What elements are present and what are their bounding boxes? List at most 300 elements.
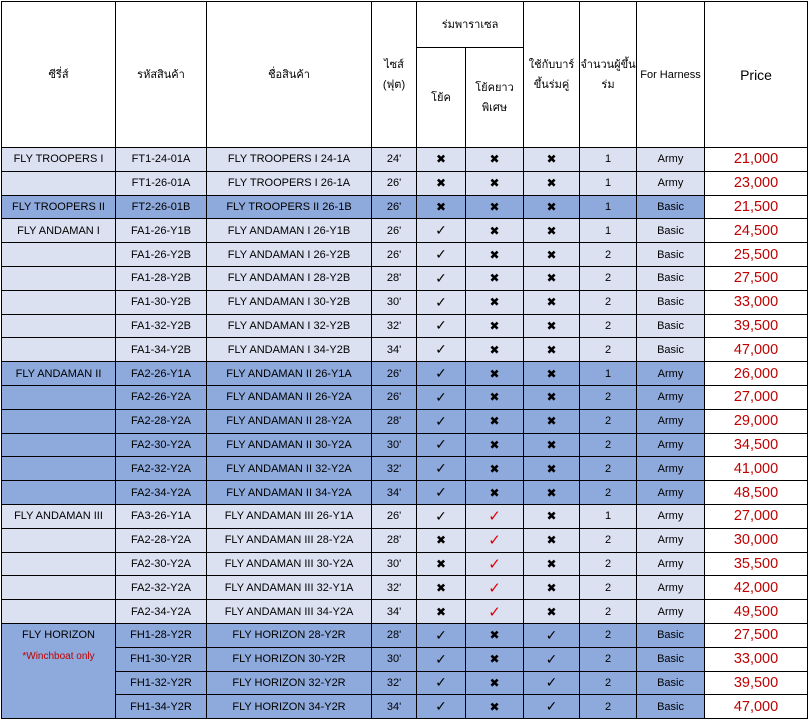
winchboat-note: *Winchboat only <box>22 650 95 662</box>
cross-icon: ✖ <box>489 342 500 357</box>
header-bar-use: ใช้กับบาร์ขึ้นร่มคู่ <box>524 2 580 148</box>
size-cell: 34' <box>372 600 417 624</box>
header-size: ไซส์ (ฟุต) <box>372 2 417 148</box>
capacity-cell: 2 <box>580 314 637 338</box>
name-cell: FLY ANDAMAN I 32-Y2B <box>207 314 372 338</box>
size-cell: 32' <box>372 576 417 600</box>
header-long-hook: โย้คยาวพิเศษ <box>466 48 524 148</box>
name-cell: FLY TROOPERS I 26-1A <box>207 171 372 195</box>
capacity-cell: 2 <box>580 433 637 457</box>
cross-icon: ✖ <box>489 271 500 286</box>
price-cell: 29,000 <box>705 409 808 433</box>
hook-cell <box>417 623 466 647</box>
capacity-cell: 2 <box>580 266 637 290</box>
table-row <box>2 457 808 481</box>
series-cell <box>2 314 116 338</box>
price-cell: 27,500 <box>705 266 808 290</box>
name-cell: FLY HORIZON 28-Y2R <box>207 623 372 647</box>
table-row <box>2 528 808 552</box>
long-cell <box>466 171 524 195</box>
long-cell <box>466 243 524 267</box>
capacity-cell: 1 <box>580 195 637 219</box>
harness-cell: Army <box>637 362 705 386</box>
cross-icon: ✖ <box>489 699 500 714</box>
long-cell <box>466 600 524 624</box>
cross-icon: ✖ <box>489 318 500 333</box>
cross-icon: ✖ <box>435 556 447 571</box>
price-cell: 27,000 <box>705 504 808 528</box>
bar-cell <box>524 457 580 481</box>
harness-cell: Army <box>637 457 705 481</box>
code-cell: FA1-26-Y2B <box>116 243 207 267</box>
code-cell: FA2-30-Y2A <box>116 552 207 576</box>
bar-cell <box>524 290 580 314</box>
table-row <box>2 695 808 719</box>
long-cell <box>466 362 524 386</box>
harness-cell: Basic <box>637 243 705 267</box>
price-cell: 48,500 <box>705 481 808 505</box>
harness-cell: Army <box>637 552 705 576</box>
name-cell: FLY ANDAMAN II 26-Y2A <box>207 385 372 409</box>
code-cell: FA3-26-Y1A <box>116 504 207 528</box>
cross-icon: ✖ <box>435 580 447 595</box>
long-cell <box>466 148 524 172</box>
size-cell: 32' <box>372 314 417 338</box>
bar-cell <box>524 433 580 457</box>
series-label: FLY HORIZON <box>22 628 95 641</box>
check-icon: ✓ <box>435 269 447 286</box>
capacity-cell: 2 <box>580 552 637 576</box>
capacity-cell: 2 <box>580 385 637 409</box>
harness-cell: Basic <box>637 219 705 243</box>
size-cell: 28' <box>372 528 417 552</box>
series-cell <box>2 576 116 600</box>
harness-cell: Basic <box>637 623 705 647</box>
cross-icon: ✖ <box>489 461 500 476</box>
series-cell <box>2 528 116 552</box>
cross-icon: ✖ <box>489 366 500 381</box>
table-row <box>2 148 808 172</box>
size-cell: 28' <box>372 623 417 647</box>
table-row <box>2 576 808 600</box>
cross-icon: ✖ <box>435 199 447 214</box>
cross-icon: ✖ <box>546 366 557 381</box>
price-cell: 23,000 <box>705 171 808 195</box>
check-icon: ✓ <box>435 507 447 524</box>
code-cell: FH1-30-Y2R <box>116 647 207 671</box>
table-row <box>2 623 808 647</box>
code-cell: FA2-28-Y2A <box>116 409 207 433</box>
size-cell: 26' <box>372 243 417 267</box>
check-icon: ✓ <box>435 650 447 667</box>
harness-cell: Army <box>637 504 705 528</box>
cross-icon: ✖ <box>546 556 557 571</box>
price-cell: 26,000 <box>705 362 808 386</box>
harness-cell: Basic <box>637 195 705 219</box>
hook-cell <box>417 171 466 195</box>
bar-cell <box>524 171 580 195</box>
name-cell: FLY ANDAMAN I 26-Y1B <box>207 219 372 243</box>
code-cell: FA2-32-Y2A <box>116 457 207 481</box>
long-cell <box>466 576 524 600</box>
bar-cell <box>524 600 580 624</box>
code-cell: FA1-30-Y2B <box>116 290 207 314</box>
series-cell <box>2 266 116 290</box>
table-row <box>2 385 808 409</box>
check-icon: ✓ <box>435 341 447 358</box>
capacity-cell: 2 <box>580 481 637 505</box>
harness-cell: Basic <box>637 671 705 695</box>
code-cell: FH1-32-Y2R <box>116 671 207 695</box>
hook-cell <box>417 647 466 671</box>
capacity-cell: 1 <box>580 219 637 243</box>
price-cell: 30,000 <box>705 528 808 552</box>
series-cell <box>2 600 116 624</box>
bar-cell <box>524 552 580 576</box>
bar-cell <box>524 623 580 647</box>
name-cell: FLY TROOPERS I 24-1A <box>207 148 372 172</box>
cross-icon: ✖ <box>546 414 557 429</box>
hook-cell <box>417 290 466 314</box>
harness-cell: Basic <box>637 290 705 314</box>
name-cell: FLY ANDAMAN II 32-Y2A <box>207 457 372 481</box>
cross-icon: ✖ <box>546 437 557 452</box>
harness-cell: Army <box>637 481 705 505</box>
price-cell: 27,000 <box>705 385 808 409</box>
cross-icon: ✖ <box>546 295 557 310</box>
harness-cell: Army <box>637 528 705 552</box>
long-cell <box>466 290 524 314</box>
price-cell: 35,500 <box>705 552 808 576</box>
bar-cell <box>524 695 580 719</box>
capacity-cell: 2 <box>580 243 637 267</box>
capacity-cell: 1 <box>580 171 637 195</box>
bar-cell <box>524 243 580 267</box>
code-cell: FA2-34-Y2A <box>116 481 207 505</box>
hook-cell <box>417 219 466 243</box>
price-cell: 33,000 <box>705 290 808 314</box>
cross-icon: ✖ <box>489 390 500 405</box>
name-cell: FLY HORIZON 30-Y2R <box>207 647 372 671</box>
cross-icon: ✖ <box>435 533 447 548</box>
table-row <box>2 409 808 433</box>
hook-cell <box>417 671 466 695</box>
series-cell <box>2 433 116 457</box>
name-cell: FLY ANDAMAN I 30-Y2B <box>207 290 372 314</box>
harness-cell: Basic <box>637 314 705 338</box>
name-cell: FLY ANDAMAN III 28-Y2A <box>207 528 372 552</box>
name-cell: FLY ANDAMAN III 32-Y1A <box>207 576 372 600</box>
check-icon: ✓ <box>435 293 447 310</box>
harness-cell: Army <box>637 576 705 600</box>
harness-cell: Basic <box>637 695 705 719</box>
size-cell: 30' <box>372 552 417 576</box>
cross-icon: ✖ <box>489 437 500 452</box>
price-cell: 39,500 <box>705 314 808 338</box>
name-cell: FLY ANDAMAN II 28-Y2A <box>207 409 372 433</box>
bar-cell <box>524 148 580 172</box>
size-cell: 32' <box>372 457 417 481</box>
check-icon: ✓ <box>435 484 447 501</box>
check-icon: ✓ <box>435 626 447 643</box>
cross-icon: ✖ <box>546 271 557 286</box>
price-cell: 41,000 <box>705 457 808 481</box>
code-cell: FA2-28-Y2A <box>116 528 207 552</box>
name-cell: FLY ANDAMAN II 34-Y2A <box>207 481 372 505</box>
name-cell: FLY TROOPERS II 26-1B <box>207 195 372 219</box>
table-body <box>2 148 808 719</box>
harness-cell: Basic <box>637 647 705 671</box>
long-cell <box>466 314 524 338</box>
name-cell: FLY ANDAMAN I 26-Y2B <box>207 243 372 267</box>
series-cell <box>2 385 116 409</box>
code-cell: FT1-26-01A <box>116 171 207 195</box>
name-cell: FLY ANDAMAN III 30-Y2A <box>207 552 372 576</box>
capacity-cell: 1 <box>580 362 637 386</box>
header-capacity: จำนวนผู้ขึ้นร่ม <box>580 2 637 148</box>
check-icon: ✓ <box>488 532 501 550</box>
check-icon: ✓ <box>545 698 558 715</box>
check-icon: ✓ <box>435 222 447 239</box>
long-cell <box>466 504 524 528</box>
code-cell: FA1-32-Y2B <box>116 314 207 338</box>
cross-icon: ✖ <box>489 485 500 500</box>
code-cell: FA1-26-Y1B <box>116 219 207 243</box>
series-cell <box>2 481 116 505</box>
bar-cell <box>524 671 580 695</box>
cross-icon: ✖ <box>489 414 500 429</box>
size-cell: 30' <box>372 290 417 314</box>
cross-icon: ✖ <box>546 318 557 333</box>
check-icon: ✓ <box>435 246 447 263</box>
series-cell <box>2 290 116 314</box>
table-row <box>2 552 808 576</box>
bar-cell <box>524 195 580 219</box>
code-cell: FT2-26-01B <box>116 195 207 219</box>
bar-cell <box>524 576 580 600</box>
harness-cell: Army <box>637 148 705 172</box>
table-row <box>2 171 808 195</box>
long-cell <box>466 528 524 552</box>
code-cell: FA2-30-Y2A <box>116 433 207 457</box>
long-cell <box>466 338 524 362</box>
series-cell: FLY TROOPERS II <box>2 195 116 219</box>
long-cell <box>466 671 524 695</box>
bar-cell <box>524 266 580 290</box>
capacity-cell: 1 <box>580 504 637 528</box>
capacity-cell: 2 <box>580 647 637 671</box>
size-cell: 28' <box>372 266 417 290</box>
hook-cell <box>417 195 466 219</box>
bar-cell <box>524 385 580 409</box>
check-icon: ✓ <box>435 388 447 405</box>
size-cell: 30' <box>372 647 417 671</box>
price-cell: 39,500 <box>705 671 808 695</box>
table-row <box>2 290 808 314</box>
hook-cell <box>417 552 466 576</box>
hook-cell <box>417 528 466 552</box>
check-icon: ✓ <box>435 412 447 429</box>
table-row <box>2 219 808 243</box>
code-cell: FA1-28-Y2B <box>116 266 207 290</box>
code-cell: FH1-34-Y2R <box>116 695 207 719</box>
header-hook: โย้ค <box>417 48 466 148</box>
series-cell <box>2 171 116 195</box>
cross-icon: ✖ <box>489 176 500 191</box>
name-cell: FLY HORIZON 32-Y2R <box>207 671 372 695</box>
size-cell: 24' <box>372 148 417 172</box>
bar-cell <box>524 362 580 386</box>
harness-cell: Army <box>637 171 705 195</box>
price-cell: 24,500 <box>705 219 808 243</box>
cross-icon: ✖ <box>546 461 557 476</box>
table-row <box>2 314 808 338</box>
size-cell: 26' <box>372 362 417 386</box>
bar-cell <box>524 528 580 552</box>
check-icon: ✓ <box>435 698 447 715</box>
capacity-cell: 1 <box>580 148 637 172</box>
size-cell: 30' <box>372 433 417 457</box>
bar-cell <box>524 481 580 505</box>
capacity-cell: 2 <box>580 290 637 314</box>
long-cell <box>466 647 524 671</box>
table-row <box>2 504 808 528</box>
table-row <box>2 243 808 267</box>
series-cell: FLY TROOPERS I <box>2 148 116 172</box>
cross-icon: ✖ <box>489 223 500 238</box>
capacity-cell: 2 <box>580 528 637 552</box>
cross-icon: ✖ <box>489 675 500 690</box>
header-price: Price <box>705 2 808 148</box>
long-cell <box>466 195 524 219</box>
series-cell <box>2 623 116 718</box>
header-reserve: ร่มพาราเซล <box>417 2 524 48</box>
check-icon: ✓ <box>488 508 501 526</box>
harness-cell: Basic <box>637 266 705 290</box>
hook-cell <box>417 362 466 386</box>
hook-cell <box>417 481 466 505</box>
hook-cell <box>417 504 466 528</box>
cross-icon: ✖ <box>546 342 557 357</box>
long-cell <box>466 385 524 409</box>
price-cell: 47,000 <box>705 695 808 719</box>
long-cell <box>466 219 524 243</box>
harness-cell: Army <box>637 433 705 457</box>
size-cell: 26' <box>372 504 417 528</box>
long-cell <box>466 623 524 647</box>
code-cell: FH1-28-Y2R <box>116 623 207 647</box>
size-cell: 34' <box>372 338 417 362</box>
capacity-cell: 2 <box>580 576 637 600</box>
hook-cell <box>417 695 466 719</box>
check-icon: ✓ <box>488 579 501 597</box>
series-cell <box>2 243 116 267</box>
code-cell: FA2-26-Y1A <box>116 362 207 386</box>
cross-icon: ✖ <box>546 390 557 405</box>
capacity-cell: 2 <box>580 623 637 647</box>
price-cell: 21,000 <box>705 148 808 172</box>
name-cell: FLY ANDAMAN II 30-Y2A <box>207 433 372 457</box>
name-cell: FLY ANDAMAN III 26-Y1A <box>207 504 372 528</box>
price-cell: 33,000 <box>705 647 808 671</box>
capacity-cell: 2 <box>580 600 637 624</box>
check-icon: ✓ <box>545 674 558 691</box>
check-icon: ✓ <box>488 603 501 621</box>
hook-cell <box>417 385 466 409</box>
long-cell <box>466 457 524 481</box>
cross-icon: ✖ <box>546 152 557 167</box>
capacity-cell: 2 <box>580 338 637 362</box>
price-cell: 47,000 <box>705 338 808 362</box>
price-cell: 34,500 <box>705 433 808 457</box>
size-cell: 26' <box>372 219 417 243</box>
hook-cell <box>417 266 466 290</box>
series-cell <box>2 552 116 576</box>
code-cell: FA2-34-Y2A <box>116 600 207 624</box>
price-cell: 21,500 <box>705 195 808 219</box>
cross-icon: ✖ <box>489 628 500 643</box>
price-cell: 25,500 <box>705 243 808 267</box>
table-row <box>2 338 808 362</box>
cross-icon: ✖ <box>489 652 500 667</box>
series-cell <box>2 409 116 433</box>
bar-cell <box>524 647 580 671</box>
code-cell: FA2-26-Y2A <box>116 385 207 409</box>
long-cell <box>466 266 524 290</box>
name-cell: FLY HORIZON 34-Y2R <box>207 695 372 719</box>
hook-cell <box>417 457 466 481</box>
code-cell: FA2-32-Y2A <box>116 576 207 600</box>
price-cell: 27,500 <box>705 623 808 647</box>
hook-cell <box>417 576 466 600</box>
name-cell: FLY ANDAMAN I 34-Y2B <box>207 338 372 362</box>
hook-cell <box>417 148 466 172</box>
long-cell <box>466 409 524 433</box>
name-cell: FLY ANDAMAN III 34-Y2A <box>207 600 372 624</box>
hook-cell <box>417 409 466 433</box>
cross-icon: ✖ <box>546 485 557 500</box>
code-cell: FA1-34-Y2B <box>116 338 207 362</box>
harness-cell: Basic <box>637 338 705 362</box>
cross-icon: ✖ <box>546 533 557 548</box>
long-cell <box>466 481 524 505</box>
cross-icon: ✖ <box>435 152 447 167</box>
long-cell <box>466 433 524 457</box>
header-series: ซีรี่ส์ <box>2 2 116 148</box>
harness-cell: Army <box>637 409 705 433</box>
capacity-cell: 2 <box>580 409 637 433</box>
hook-cell <box>417 600 466 624</box>
check-icon: ✓ <box>545 626 558 643</box>
capacity-cell: 2 <box>580 695 637 719</box>
hook-cell <box>417 338 466 362</box>
price-cell: 42,000 <box>705 576 808 600</box>
hook-cell <box>417 314 466 338</box>
check-icon: ✓ <box>435 674 447 691</box>
size-cell: 26' <box>372 171 417 195</box>
table-row <box>2 600 808 624</box>
check-icon: ✓ <box>488 555 501 573</box>
capacity-cell: 2 <box>580 457 637 481</box>
size-cell: 26' <box>372 385 417 409</box>
hook-cell <box>417 243 466 267</box>
header-harness: For Harness <box>637 2 705 148</box>
table-row <box>2 195 808 219</box>
bar-cell <box>524 314 580 338</box>
check-icon: ✓ <box>545 650 558 667</box>
size-cell: 32' <box>372 671 417 695</box>
cross-icon: ✖ <box>489 152 500 167</box>
